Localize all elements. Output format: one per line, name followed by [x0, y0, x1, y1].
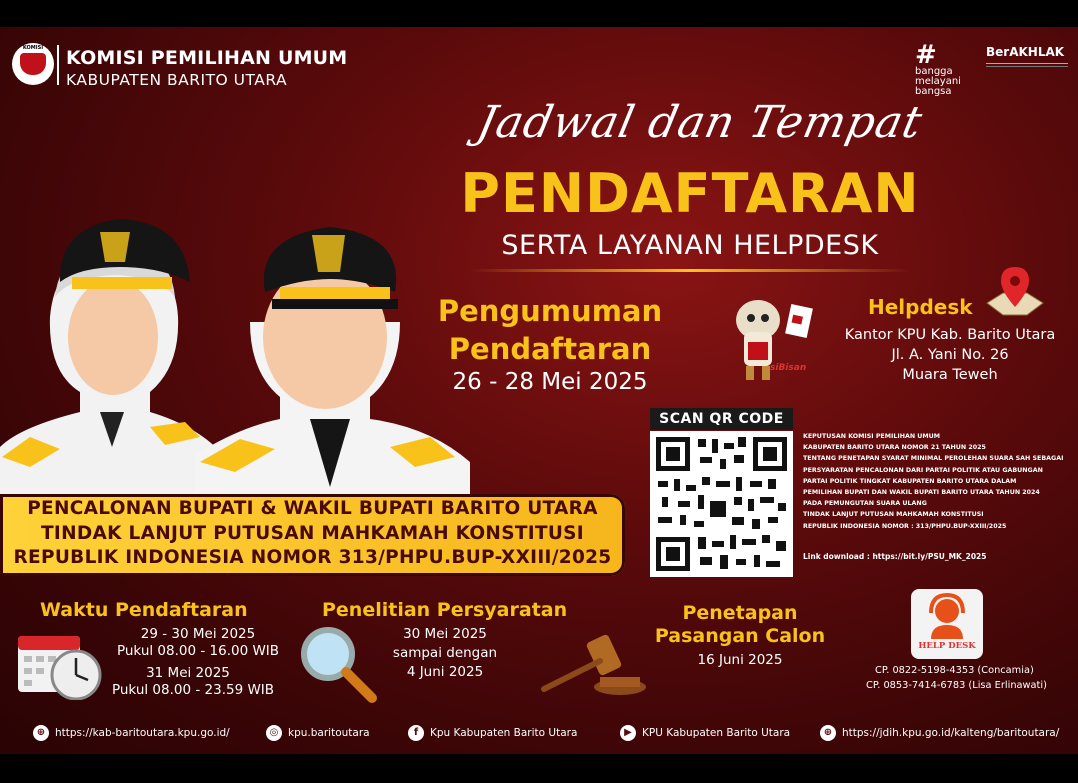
helpdesk-address-3: Muara Teweh	[902, 367, 998, 383]
poster	[0, 27, 1078, 754]
helpdesk-badge-label: HELP DESK	[918, 641, 976, 651]
footer-instagram[interactable]	[266, 725, 370, 741]
footer-youtube[interactable]	[620, 725, 790, 741]
instagram-icon: ◎	[266, 725, 282, 741]
facebook-icon: f	[408, 725, 424, 741]
decree-line: PEMILIHAN BUPATI DAN WAKIL BUPATI BARITO UTARA TAHUN 2024	[803, 489, 1040, 497]
calendar-clock-icon	[18, 630, 103, 700]
org-title: KOMISI PEMILIHAN UMUM	[66, 47, 348, 69]
banner-line-2: TINDAK LANJUT PUTUSAN MAHKAMAH KONSTITUSI	[41, 523, 584, 544]
pengumuman-title: Pengumuman	[437, 294, 663, 328]
penelitian-title: Penelitian Persyaratan	[322, 599, 568, 621]
garuda-shield-icon	[20, 53, 46, 75]
penelitian-line-3: 4 Juni 2025	[406, 664, 484, 680]
penetapan-title: Penetapan	[682, 602, 798, 624]
penelitian-line-2: sampai dengan	[392, 645, 498, 661]
map-pin-icon	[985, 263, 1045, 318]
contact-phone-1[interactable]: CP. 0822-5198-4353 (Concamia)	[875, 665, 1034, 676]
bangga-melayani-logo	[915, 40, 961, 97]
waktu-time-1: Pukul 08.00 - 16.00 WIB	[116, 643, 280, 659]
banner-line-3: REPUBLIK INDONESIA NOMOR 313/PHPU.BUP-XXIII/2025	[13, 547, 612, 568]
headset-icon	[911, 589, 983, 641]
penetapan-title-2: Pasangan Calon	[654, 625, 826, 647]
decree-line: TENTANG PENETAPAN SYARAT MINIMAL PEROLEHAN SUARA SAH SEBAGAI	[803, 455, 1064, 463]
footer-youtube-text: KPU Kabupaten Barito Utara	[642, 727, 791, 739]
bangga-line: bangsa	[915, 86, 952, 97]
banner-line-1: PENCALONAN BUPATI & WAKIL BUPATI BARITO UTARA	[27, 498, 598, 519]
decree-line: TINDAK LANJUT PUTUSAN MAHKAMAH KONSTITUSI	[803, 511, 984, 519]
main-title: PENDAFTARAN	[460, 162, 920, 225]
qr-code[interactable]	[650, 431, 793, 577]
footer-facebook[interactable]	[408, 725, 577, 741]
waktu-date-2: 31 Mei 2025	[146, 665, 230, 681]
globe-icon: ⊕	[820, 725, 836, 741]
bangga-line: bangga	[915, 66, 953, 77]
script-title: Jadwal dan Tempat	[472, 97, 928, 148]
decree-line: PADA PEMUNGUTAN SUARA ULANG	[803, 500, 927, 508]
qr-label: SCAN QR CODE	[650, 408, 793, 430]
decree-text	[803, 431, 1073, 532]
decree-line: PERSYARATAN PENCALONAN DARI PARTAI POLITIK ATAU GABUNGAN	[803, 466, 1043, 474]
waktu-pendaftaran-title: Waktu Pendaftaran	[40, 599, 248, 621]
contact-phone-2[interactable]: CP. 0853-7414-6783 (Lisa Erlinawati)	[866, 680, 1047, 691]
helpdesk-badge[interactable]	[911, 589, 983, 659]
officials-illustration	[0, 187, 480, 499]
bangga-line: melayani	[915, 76, 961, 87]
bangga-hash: #	[915, 40, 937, 70]
decree-line: REPUBLIK INDONESIA NOMOR : 313/PHPU.BUP-XXIII/2025	[803, 522, 1007, 530]
footer-website[interactable]	[33, 725, 230, 741]
kpu-logo	[12, 43, 54, 85]
penetapan-date: 16 Juni 2025	[697, 652, 783, 668]
berakhlak-logo: BerAKHLAK	[986, 45, 1065, 59]
helpdesk-title: Helpdesk	[868, 295, 973, 319]
footer-website-text: https://kab-baritoutara.kpu.go.id/	[55, 727, 230, 739]
header-divider	[57, 45, 59, 85]
pengumuman-title-2: Pendaftaran	[448, 332, 652, 366]
waktu-date-1: 29 - 30 Mei 2025	[140, 626, 256, 642]
youtube-icon: ▶	[620, 725, 636, 741]
mascot-name: siBisan	[770, 363, 807, 373]
decree-line: KEPUTUSAN KOMISI PEMILIHAN UMUM	[803, 433, 941, 440]
globe-icon: ⊕	[33, 725, 49, 741]
decree-line: KABUPATEN BARITO UTARA NOMOR 21 TAHUN 2025	[803, 444, 986, 452]
decree-line: PARTAI POLITIK TINGKAT KABUPATEN BARITO UTARA DALAM	[803, 477, 1017, 485]
footer-jdih-text: https://jdih.kpu.go.id/kalteng/baritoutara/	[842, 727, 1060, 739]
org-subtitle: KABUPATEN BARITO UTARA	[66, 71, 288, 89]
logo-text: KOMISI	[22, 45, 44, 51]
penelitian-line-1: 30 Mei 2025	[403, 626, 487, 642]
pengumuman-date: 26 - 28 Mei 2025	[452, 369, 648, 395]
footer-facebook-text: Kpu Kabupaten Barito Utara	[430, 727, 578, 739]
candidacy-banner	[0, 494, 625, 576]
decree-download-link[interactable]: Link download : https://bit.ly/PSU_MK_2025	[803, 552, 987, 561]
gavel-icon	[540, 627, 650, 697]
title-underline	[470, 269, 910, 272]
helpdesk-address-1: Kantor KPU Kab. Barito Utara	[844, 327, 1056, 343]
waktu-time-2: Pukul 08.00 - 23.59 WIB	[111, 682, 275, 698]
footer-instagram-text: kpu.baritoutara	[288, 727, 370, 739]
qr-code-icon	[650, 431, 793, 577]
sub-title: SERTA LAYANAN HELPDESK	[501, 230, 879, 261]
helpdesk-address-2: Jl. A. Yani No. 26	[891, 347, 1009, 363]
footer-jdih[interactable]	[820, 725, 1059, 741]
berakhlak-tagline	[986, 61, 1068, 67]
